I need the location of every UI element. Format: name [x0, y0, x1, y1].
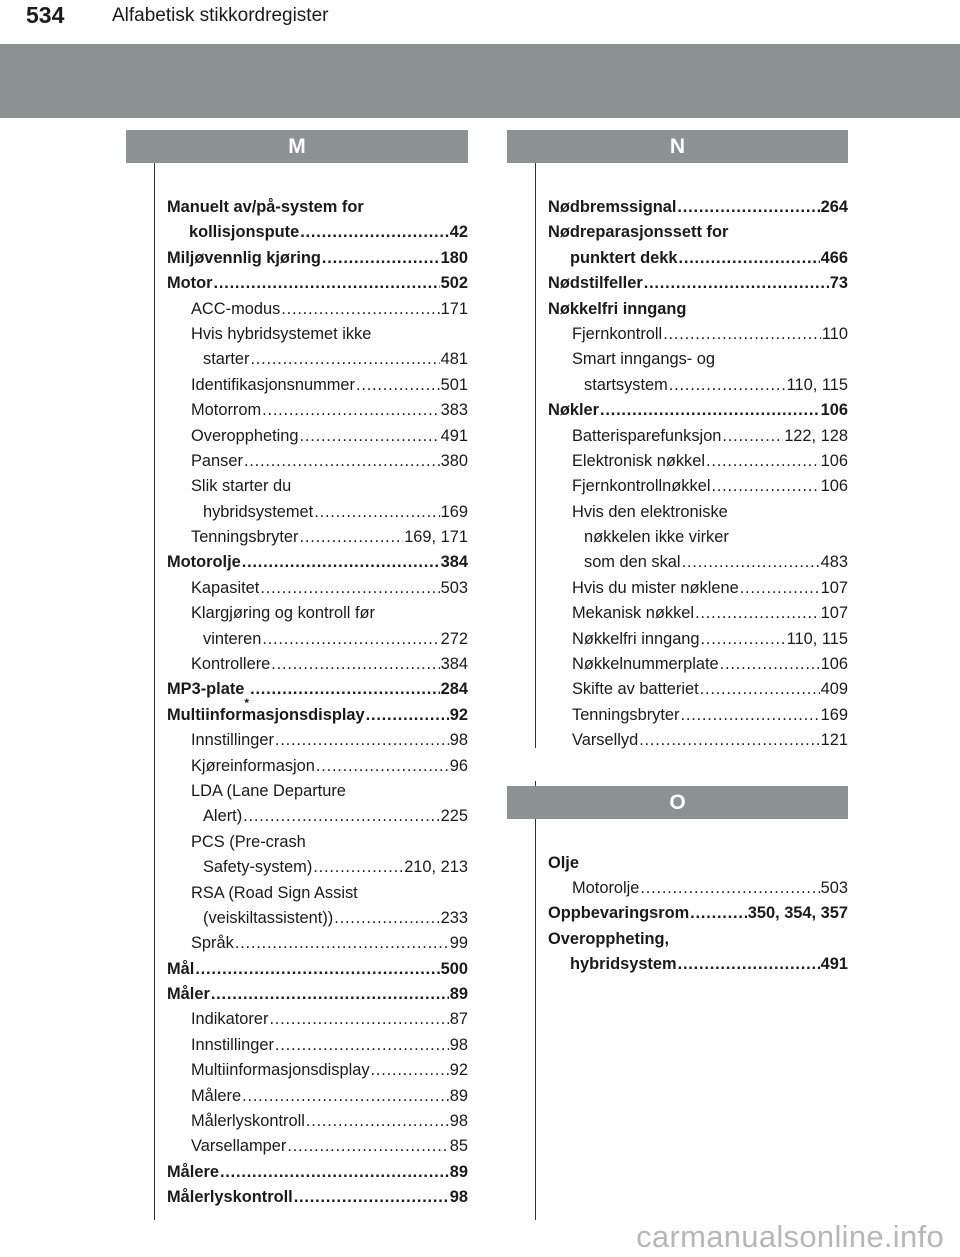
- index-entry: [507, 601, 848, 626]
- entry-term: LDA (Lane Departure: [191, 781, 346, 800]
- index-list-o: [507, 819, 848, 978]
- dot-leader: [211, 982, 449, 1007]
- index-entry: [126, 398, 468, 423]
- dot-leader: [366, 703, 449, 728]
- index-entry: [507, 677, 848, 702]
- section-header-o: O: [507, 786, 848, 819]
- entry-term: Multiinformasjonsdisplay: [167, 705, 365, 724]
- index-entry: [126, 424, 468, 449]
- dot-leader: [356, 373, 440, 398]
- entry-page-ref: 169: [820, 705, 848, 724]
- entry-term: Klargjøring og kontroll før: [191, 604, 376, 623]
- entry-page-ref: 483: [820, 553, 848, 572]
- entry-term: startsystem: [584, 375, 668, 394]
- entry-term: Motorolje: [572, 878, 640, 897]
- entry-term: Overoppheting,: [548, 929, 670, 948]
- dot-leader: [316, 754, 449, 779]
- entry-term: som den skal: [584, 553, 681, 572]
- entry-page-ref: 107: [820, 604, 848, 623]
- index-entry: [126, 728, 468, 753]
- entry-term: Innstillinger: [191, 1035, 274, 1054]
- entry-term: Nøkkelnummerplate: [572, 655, 719, 674]
- entry-term: Alert): [203, 807, 243, 826]
- entry-term: Tenningsbryter: [191, 528, 299, 547]
- entry-term: vinteren: [203, 629, 262, 648]
- entry-term: Miljøvennlig kjøring: [167, 248, 321, 267]
- dot-leader: [300, 525, 404, 550]
- dot-leader: [690, 901, 747, 926]
- entry-page-ref: 383: [440, 401, 468, 420]
- entry-page-ref: 42: [449, 223, 468, 242]
- dot-leader: [281, 297, 439, 322]
- entry-page-ref: 501: [440, 375, 468, 394]
- index-entry: [126, 550, 468, 575]
- index-entry: [126, 601, 468, 626]
- entry-term: Elektronisk nøkkel: [572, 451, 705, 470]
- index-entry: [507, 474, 848, 499]
- index-entry: [126, 957, 468, 982]
- entry-page-ref: 106: [820, 477, 848, 496]
- index-entry: [126, 906, 468, 931]
- dot-leader: [722, 424, 783, 449]
- dot-leader: [644, 271, 829, 296]
- index-entry: [126, 271, 468, 296]
- index-entry: [507, 347, 848, 372]
- index-entry: [507, 449, 848, 474]
- index-entry: [507, 271, 848, 296]
- dot-leader: [334, 906, 439, 931]
- dot-leader: [669, 373, 786, 398]
- dot-leader: [250, 677, 440, 702]
- index-entry: [126, 220, 468, 245]
- entry-term: Hvis hybridsystemet ikke: [191, 324, 372, 343]
- entry-term: punktert dekk: [570, 248, 678, 267]
- entry-page-ref: 121: [820, 731, 848, 750]
- dot-leader: [220, 1160, 449, 1185]
- entry-term: kollisjonspute: [189, 223, 300, 242]
- index-entry: [507, 322, 848, 347]
- index-entry: [507, 652, 848, 677]
- dot-leader: [663, 322, 821, 347]
- entry-page-ref: 380: [440, 451, 468, 470]
- dot-leader: [700, 677, 820, 702]
- entry-page-ref: 122, 128: [784, 426, 848, 445]
- entry-page-ref: 409: [820, 680, 848, 699]
- index-entry: [507, 246, 848, 271]
- dot-leader: [640, 876, 819, 901]
- entry-term: Nøkler: [548, 401, 600, 420]
- entry-page-ref: 284: [440, 680, 468, 699]
- dot-leader: [681, 703, 820, 728]
- dot-leader: [600, 398, 820, 423]
- entry-term: Nøkkelfri inngang: [572, 629, 700, 648]
- entry-term: Nøkkelfri inngang: [548, 299, 687, 318]
- index-entry: [507, 500, 848, 525]
- index-entry: [507, 424, 848, 449]
- dot-leader: [706, 449, 820, 474]
- index-entry: [507, 728, 848, 753]
- entry-term: Hvis den elektroniske: [572, 502, 728, 521]
- entry-page-ref: 98: [449, 731, 468, 750]
- index-entry: [126, 525, 468, 550]
- dot-leader: [306, 1109, 449, 1134]
- dot-leader: [740, 576, 820, 601]
- entry-term: Tenningsbryter: [572, 705, 680, 724]
- dot-leader: [260, 576, 439, 601]
- index-list-m: [126, 163, 468, 1211]
- entry-page-ref: 92: [449, 705, 468, 724]
- dot-leader: [711, 474, 819, 499]
- entry-page-ref: 384: [440, 655, 468, 674]
- dot-leader: [371, 1058, 449, 1083]
- entry-term: Safety-system): [203, 858, 313, 877]
- entry-page-ref: 85: [449, 1137, 468, 1156]
- index-entry: [126, 1008, 468, 1033]
- index-entry: [126, 1134, 468, 1159]
- entry-term: MP3-plate: [167, 680, 245, 699]
- index-entry: [126, 1109, 468, 1134]
- entry-page-ref: 110, 115: [786, 375, 848, 394]
- entry-term: RSA (Road Sign Assist: [191, 883, 358, 902]
- entry-term: ACC-modus: [191, 299, 281, 318]
- dot-leader: [682, 550, 820, 575]
- index-entry: [507, 703, 848, 728]
- index-entry: [126, 500, 468, 525]
- entry-term: starter: [203, 350, 250, 369]
- index-entry: [507, 398, 848, 423]
- entry-term: Målerlyskontroll: [167, 1188, 293, 1207]
- page-header: [0, 0, 960, 32]
- dot-leader: [300, 220, 449, 245]
- index-entry: [126, 1185, 468, 1210]
- index-entry: [507, 627, 848, 652]
- page-number: 534: [26, 2, 65, 28]
- index-entry: [126, 703, 468, 728]
- dot-leader: [678, 952, 820, 977]
- entry-term: PCS (Pre-crash: [191, 832, 306, 851]
- entry-term: Manuelt av/på-system for: [167, 197, 364, 216]
- dot-leader: [195, 957, 439, 982]
- index-entry: [126, 373, 468, 398]
- index-entry: [126, 246, 468, 271]
- watermark: carmanualsonline.info: [636, 1219, 944, 1254]
- section-header-n: N: [507, 130, 848, 163]
- dot-leader: [214, 271, 440, 296]
- page-title: Alfabetisk stikkordregister: [112, 5, 329, 26]
- index-entry: [126, 1160, 468, 1185]
- index-entry: [126, 297, 468, 322]
- index-entry: [507, 550, 848, 575]
- dot-leader: [271, 652, 439, 677]
- entry-term: Overoppheting: [191, 426, 299, 445]
- entry-term: Smart inngangs- og: [572, 350, 716, 369]
- index-entry: [507, 195, 848, 220]
- index-entry: [126, 576, 468, 601]
- index-entry: [507, 220, 848, 245]
- dot-leader: [262, 627, 439, 652]
- index-entry: [126, 804, 468, 829]
- entry-term: Multiinformasjonsdisplay: [191, 1061, 370, 1080]
- entry-page-ref: 106: [820, 401, 848, 420]
- entry-term: Motor: [167, 274, 213, 293]
- entry-page-ref: 98: [449, 1188, 468, 1207]
- index-entry: [126, 322, 468, 347]
- entry-term: Målere: [191, 1086, 242, 1105]
- dot-leader: [242, 550, 440, 575]
- index-entry: [507, 851, 848, 876]
- entry-page-ref: 500: [440, 959, 468, 978]
- entry-term: Fjernkontroll: [572, 324, 663, 343]
- entry-page-ref: 225: [440, 807, 468, 826]
- entry-term: Målerlyskontroll: [191, 1112, 305, 1131]
- entry-page-ref: 89: [449, 1086, 468, 1105]
- entry-term: Målere: [167, 1162, 219, 1181]
- dot-leader: [322, 246, 440, 271]
- index-entry: [126, 449, 468, 474]
- header-band: [0, 44, 960, 118]
- entry-term: hybridsystem: [570, 955, 677, 974]
- entry-page-ref: 503: [440, 578, 468, 597]
- entry-page-ref: 87: [449, 1010, 468, 1029]
- entry-page-ref: 107: [820, 578, 848, 597]
- dot-leader: [242, 1084, 449, 1109]
- dot-leader: [720, 652, 820, 677]
- index-entry: [507, 297, 848, 322]
- entry-term: Motorrom: [191, 401, 262, 420]
- dot-leader: [314, 500, 439, 525]
- entry-term: Skifte av batteriet: [572, 680, 699, 699]
- entry-term: Mekanisk nøkkel: [572, 604, 695, 623]
- entry-page-ref: 169: [440, 502, 468, 521]
- index-list-n: [507, 163, 848, 754]
- dot-leader: [313, 855, 403, 880]
- dot-leader: [244, 449, 440, 474]
- entry-page-ref: 106: [820, 655, 848, 674]
- entry-page-ref: 502: [440, 274, 468, 293]
- index-column-right: [507, 130, 848, 978]
- index-entry: [507, 373, 848, 398]
- entry-page-ref: 272: [440, 629, 468, 648]
- dot-leader: [250, 347, 439, 372]
- entry-term: Varsellyd: [572, 731, 639, 750]
- entry-term: Nødbremssignal: [548, 197, 677, 216]
- entry-page-ref: 98: [449, 1112, 468, 1131]
- entry-term: Innstillinger: [191, 731, 274, 750]
- entry-term: Panser: [191, 451, 243, 470]
- dot-leader: [243, 804, 439, 829]
- dot-leader: [677, 195, 819, 220]
- entry-page-ref: 491: [820, 955, 848, 974]
- entry-term: Identifikasjonsnummer: [191, 375, 355, 394]
- index-entry: [507, 576, 848, 601]
- index-entry: [126, 347, 468, 372]
- entry-page-ref: 169, 171: [404, 528, 468, 547]
- dot-leader: [269, 1007, 448, 1032]
- entry-term: Varsellamper: [191, 1137, 287, 1156]
- index-entry: [507, 927, 848, 952]
- index-entry: [126, 881, 468, 906]
- index-entry: [507, 901, 848, 926]
- entry-term: Fjernkontrollnøkkel: [572, 477, 711, 496]
- entry-term: hybridsystemet: [203, 502, 314, 521]
- entry-term: Måler: [167, 985, 210, 1004]
- index-entry: [126, 754, 468, 779]
- entry-term: Slik starter du: [191, 477, 292, 496]
- dot-leader: [300, 424, 440, 449]
- entry-page-ref: 466: [820, 248, 848, 267]
- index-entry: [126, 931, 468, 956]
- entry-page-ref: 503: [820, 878, 848, 897]
- entry-term: Språk: [191, 934, 234, 953]
- dot-leader: [287, 1134, 448, 1159]
- index-entry: [126, 627, 468, 652]
- entry-term: Nødreparasjonssett for: [548, 223, 729, 242]
- entry-page-ref: 106: [820, 451, 848, 470]
- entry-page-ref: 92: [449, 1061, 468, 1080]
- entry-page-ref: 210, 213: [404, 858, 468, 877]
- dot-leader: [695, 601, 820, 626]
- entry-page-ref: 110: [821, 324, 848, 343]
- dot-leader: [275, 1033, 449, 1058]
- index-entry: [126, 779, 468, 804]
- index-entry: [126, 1058, 468, 1083]
- entry-term: Nødstilfeller: [548, 274, 643, 293]
- entry-page-ref: 98: [449, 1035, 468, 1054]
- index-entry: MP3-plate * ..... 284: [126, 677, 468, 702]
- entry-page-ref: 73: [829, 274, 848, 293]
- entry-term: Oppbevaringsrom: [548, 904, 690, 923]
- index-entry: [126, 830, 468, 855]
- index-entry: [126, 1033, 468, 1058]
- entry-term: Hvis du mister nøklene: [572, 578, 739, 597]
- entry-page-ref: 89: [449, 1162, 468, 1181]
- dot-leader: [275, 728, 449, 753]
- index-entry: [126, 855, 468, 880]
- index-entry: [126, 982, 468, 1007]
- section-header-m: M: [126, 130, 468, 163]
- entry-page-ref: 350, 354, 357: [747, 904, 848, 923]
- index-entry: [507, 876, 848, 901]
- entry-term: Kjøreinformasjon: [191, 756, 315, 775]
- entry-term: Kapasitet: [191, 578, 260, 597]
- entry-page-ref: 180: [440, 248, 468, 267]
- dot-leader: [639, 728, 819, 753]
- entry-page-ref: 110, 115: [786, 629, 848, 648]
- entry-page-ref: 491: [440, 426, 468, 445]
- index-entry: [126, 652, 468, 677]
- index-entry: [126, 474, 468, 499]
- entry-page-ref: 171: [440, 299, 468, 318]
- entry-term: (veiskiltassistent)): [203, 908, 334, 927]
- entry-term: Indikatorer: [191, 1010, 269, 1029]
- index-entry: [126, 1084, 468, 1109]
- entry-page-ref: 96: [449, 756, 468, 775]
- entry-page-ref: 89: [449, 985, 468, 1004]
- index-entry: [126, 195, 468, 220]
- entry-term: Motorolje: [167, 553, 241, 572]
- entry-term: Olje: [548, 853, 579, 872]
- entry-page-ref: 264: [820, 197, 848, 216]
- entry-page-ref: 233: [440, 908, 468, 927]
- entry-term: nøkkelen ikke virker: [584, 528, 729, 547]
- entry-page-ref: 384: [440, 553, 468, 572]
- dot-leader: [701, 627, 786, 652]
- index-column-left: [126, 130, 468, 1211]
- entry-term: Kontrollere: [191, 655, 271, 674]
- entry-page-ref: 99: [449, 934, 468, 953]
- entry-term: Batterisparefunksjon: [572, 426, 722, 445]
- dot-leader: [678, 246, 819, 271]
- dot-leader: [294, 1185, 449, 1210]
- dot-leader: [235, 931, 449, 956]
- entry-page-ref: 481: [440, 350, 468, 369]
- index-entry: [507, 952, 848, 977]
- dot-leader: [262, 398, 440, 423]
- index-entry: [507, 525, 848, 550]
- entry-term: Mål: [167, 959, 195, 978]
